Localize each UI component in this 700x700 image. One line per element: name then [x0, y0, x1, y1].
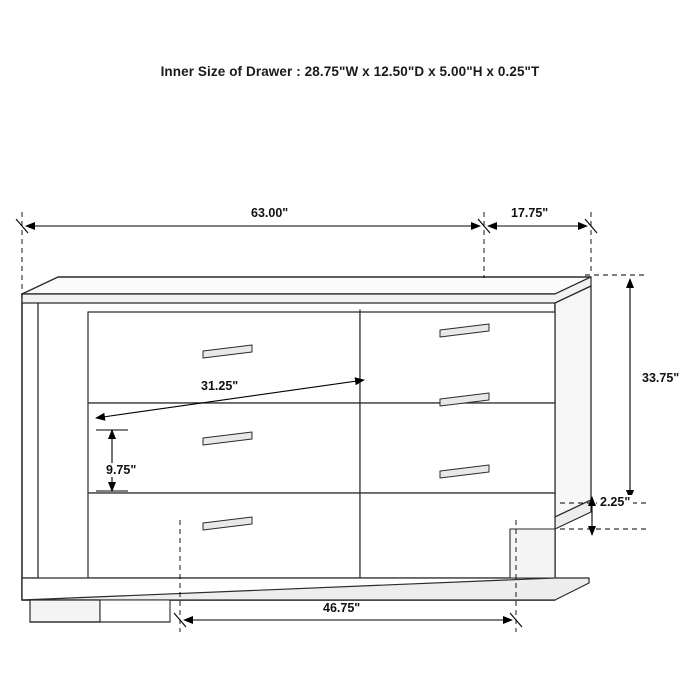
dimension-label-base-width: 46.75" [320, 601, 363, 615]
dimension-base-width [174, 613, 522, 627]
dimension-label-clearance: 2.25" [597, 495, 633, 509]
dimension-label-height-right: 33.75" [639, 371, 682, 385]
cabinet-top-panel [22, 277, 591, 303]
dimension-width-top [16, 219, 490, 233]
dimension-label-width-top: 63.00" [248, 206, 291, 220]
dimension-label-drawer-width: 31.25" [198, 379, 241, 393]
drawer-grid [88, 310, 555, 578]
dimension-label-depth-top: 17.75" [508, 206, 551, 220]
page-title: Inner Size of Drawer : 28.75"W x 12.50"D x 5.00"H x 0.25"T [160, 64, 540, 79]
dimension-label-drawer-height: 9.75" [103, 463, 139, 477]
dimension-depth-top [488, 219, 597, 233]
cabinet-right-side-panel [555, 286, 591, 529]
